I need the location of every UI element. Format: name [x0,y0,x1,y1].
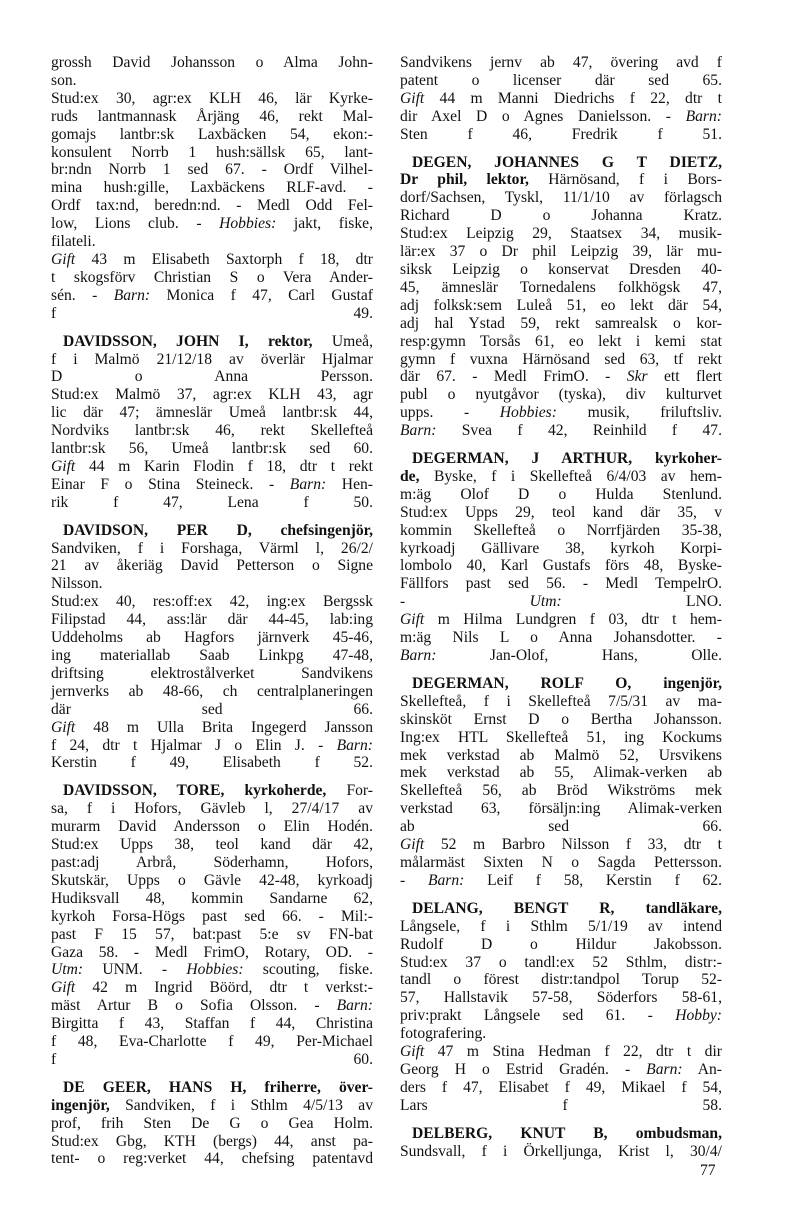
text-line [400,729,722,747]
text-line [51,494,373,512]
text-segment: rik f 47, Lena f 50. [51,493,373,511]
text-line [400,351,722,369]
entry-heading-line [400,450,722,468]
text-segment: Nordviks lantbr:sk 46, rekt Skellefteå [51,422,373,440]
text-segment: 52 m Barbro Nilsson f 33, dtr t [424,836,722,854]
entry-name: DELBERG, KNUT B, ombudsman, [412,1124,722,1142]
text-segment: ing materiallab Saab Linkpg 47-48, [51,647,373,664]
biography-entry [400,675,722,890]
italic-label: Gift [51,979,76,997]
text-line [400,108,722,126]
text-line [400,747,722,765]
text-segment: f 24, dtr t Hjalmar J o Elin J. - [51,736,337,754]
text-line [400,836,722,854]
text-line [400,1079,722,1097]
italic-label: Gift [400,89,425,107]
text-line [51,754,373,772]
text-line [400,647,722,665]
text-line [400,279,722,297]
entry-name: Dr phil, lektor, [400,171,529,189]
text-line [51,54,373,72]
text-segment: jernverks ab 48-66, ch centralplaneringen [51,682,373,700]
text-segment: mina hush:gille, Laxbäckens RLF-avd. - [51,179,373,197]
text-segment: jakt, fiske, [276,215,373,233]
text-line [400,189,722,207]
text-line [51,961,373,979]
text-segment: 48 m Ulla Brita Ingegerd Jansson [75,718,373,736]
text-line [400,207,722,225]
text-line [51,215,373,233]
text-segment: For- [326,782,373,800]
text-segment: Rudolf D o Hildur Jakobsson. [400,935,722,953]
text-segment: son. [51,71,77,89]
text-segment: Skellefteå 56, ab Bröd Wikströms mek [400,782,722,800]
text-line [51,926,373,944]
text-segment: filateli. [51,233,96,251]
entry-name: DE GEER, HANS H, friherre, över- [63,1078,373,1096]
text-line [51,1133,373,1151]
text-line [51,72,373,90]
italic-label: Hobbies: [499,404,557,422]
text-line [400,72,722,90]
text-segment: 43 m Elisabeth Saxtorph f 18, dtr [75,250,373,268]
italic-label: Barn: [113,286,151,304]
text-segment: Jan-Olof, Hans, Olle. [436,647,722,664]
text-segment: Ing:ex HTL Skellefteå 51, ing Kockums [400,728,722,746]
text-segment: 57, Hallstavik 57-58, Söderfors 58-61, [400,989,722,1007]
text-segment: sa, f i Hofors, Gävleb l, 27/4/17 av [51,800,373,818]
italic-label: Barn: [400,422,437,440]
text-segment: Lars f 58. [400,1096,722,1114]
italic-label: Gift [400,836,425,854]
biography-entry [51,782,373,1069]
text-segment: f i Malmö 21/12/18 av överlär Hjalmar [51,350,373,368]
text-line [400,522,722,540]
text-segment: Långsele, f i Sthlm 5/1/19 av intend [400,917,722,935]
text-line [400,629,722,647]
text-line [51,1015,373,1033]
text-line [51,701,373,719]
text-segment: ab sed 66. [400,818,722,836]
text-segment: mek verkstad ab Malmö 52, Ursvikens [400,746,722,764]
text-segment: dorf/Sachsen, Tyskl, 11/1/10 av förlagsch [400,189,722,207]
biography-entry [51,333,373,512]
text-segment: Stud:ex Upps 29, teol kand där 35, v [400,503,722,521]
biography-entry [400,900,722,1115]
entry-heading-line [400,675,722,693]
text-segment: 42 m Ingrid Böörd, dtr t verkst:- [75,979,373,997]
left-column [51,54,373,1178]
text-line [400,1007,722,1025]
text-segment: Hen- [326,475,373,493]
text-line [400,333,722,351]
text-line [51,854,373,872]
text-segment: verkstad 63, försäljn:ing Alimak-verken [400,800,722,818]
text-line [51,251,373,269]
text-segment: lic där 47; ämneslär Umeå lantbr:sk 44, [51,404,373,422]
text-line [400,1097,722,1115]
text-line [51,997,373,1015]
text-line [51,647,373,665]
entry-heading-line [51,1079,373,1097]
text-segment: Stud:ex Gbg, KTH (bergs) 44, anst pa- [51,1132,373,1150]
text-line [400,971,722,989]
text-segment: konsulent Norrb 1 hush:sällsk 65, lant- [51,143,373,161]
entry-heading-line [400,900,722,918]
text-segment: priv:prakt Långsele sed 61. - [400,1007,676,1025]
text-segment: Hudiksvall 48, kommin Sandarne 62, [51,889,373,907]
text-segment: upps. - [400,404,500,422]
text-line [51,1115,373,1133]
text-segment: gymn f vuxna Härnösand sed 63, tf rekt [400,350,722,368]
biography-entry [400,1125,722,1161]
text-line [51,1051,373,1069]
text-line [400,368,722,386]
text-line [400,872,722,890]
text-line [51,305,373,323]
entry-heading-line [400,154,722,172]
text-segment: där sed 66. [51,700,373,718]
text-segment: Nilsson. [51,575,103,593]
text-line [400,126,722,144]
text-segment: Sundsvall, f i Örkelljunga, Krist l, 30/4/ [400,1142,722,1160]
biography-entry [51,54,373,323]
text-segment: där 67. - Medl FrimO. - [400,368,627,386]
text-segment: br:ndn Norrb 1 sed 67. - Ordf Vilhel- [51,161,373,179]
text-line [51,872,373,890]
text-line [400,261,722,279]
text-line [51,979,373,997]
text-line [51,179,373,197]
text-segment: Richard D o Johanna Kratz. [400,207,722,225]
entry-name: ingenjör, [51,1096,110,1114]
text-line [400,989,722,1007]
text-line [51,818,373,836]
text-segment: siksk Leipzig o konservat Dresden 40- [400,260,722,278]
text-line [400,557,722,575]
text-line [400,225,722,243]
text-segment: Stud:ex Leipzig 29, Staatsex 34, musik- [400,225,722,243]
text-segment: An- [682,1060,722,1078]
text-line [51,1097,373,1115]
text-line [400,386,722,404]
text-line [400,171,722,189]
entry-heading-line [400,1125,722,1143]
text-segment: Byske, f i Skellefteå 6/4/03 av hem- [419,467,722,485]
italic-label: Hobbies: [219,215,277,233]
text-segment: past:adj Arbrå, Söderhamn, Hofors, [51,853,373,871]
text-line [51,1033,373,1051]
text-segment: skinsköt Ernst D o Bertha Johansson. [400,710,722,728]
text-line [51,683,373,701]
text-segment: past F 15 57, bat:past 5:e sv FN-bat [51,925,373,943]
text-segment: D o Anna Persson. [51,368,373,386]
entry-name: DEGEN, JOHANNES G T DIETZ, [412,153,722,171]
text-line [400,693,722,711]
text-segment: 45, ämneslär Tornedalens folkhögsk 47, [400,278,722,296]
italic-label: Barn: [646,1060,683,1078]
text-line [51,404,373,422]
text-line [400,611,722,629]
text-line [51,593,373,611]
text-segment: 21 av åkeriäg David Petterson o Signe [51,557,373,575]
text-segment: Stud:ex 30, agr:ex KLH 46, lär Kyrke- [51,89,373,107]
text-segment: patent o licenser där sed 65. [400,71,722,89]
text-line [400,936,722,954]
text-segment: Ordf tax:nd, beredn:nd. - Medl Odd Fel- [51,197,373,215]
text-segment: adj folksk:sem Luleå 51, eo lekt där 54, [400,296,722,314]
text-line [51,611,373,629]
text-line [51,719,373,737]
text-segment: Monica f 47, Carl Gustaf [150,286,373,304]
text-segment: Härnösand, f i Bors- [528,171,722,189]
text-line [400,800,722,818]
text-segment: kyrkoadj Gällivare 38, kyrkoh Korpi- [400,539,722,557]
text-segment: Sandviken, f i Sthlm 4/5/13 av [109,1096,373,1114]
page-number: 77 [700,1162,716,1179]
text-segment: dir Axel D o Agnes Danielsson. - [400,107,686,125]
italic-label: Barn: [336,736,373,754]
text-segment: Leif f 58, Kerstin f 62. [464,871,723,889]
text-line [400,782,722,800]
text-segment: Sten f 46, Fredrik f 51. [400,125,722,143]
entry-heading-line [51,782,373,800]
text-line [51,386,373,404]
text-line [400,854,722,872]
text-line [51,108,373,126]
text-line [400,54,722,72]
italic-label: Gift [51,250,76,268]
text-line [51,269,373,287]
text-segment: Gaza 58. - Medl FrimO, Rotary, OD. - [51,943,373,961]
text-line [400,954,722,972]
text-segment: tent- o reg:verket 44, chefsing patentavd [51,1150,373,1168]
text-segment: low, Lions club. - [51,215,220,233]
italic-label: Barn: [427,871,465,889]
text-segment: driftsing elektrostålverket Sandvikens [51,664,373,682]
text-segment: m Hilma Lundgren f 03, dtr t hem- [424,611,722,629]
text-line [51,800,373,818]
text-line [400,764,722,782]
text-line [51,351,373,369]
text-segment: sén. - [51,286,114,304]
italic-label: Barn: [685,107,722,125]
text-line [51,144,373,162]
text-segment: scouting, fiske. [243,961,373,979]
text-segment: m:äg Nils L o Anna Johansdotter. - [400,629,722,647]
text-line [51,440,373,458]
text-segment: Umeå, [312,332,374,350]
text-segment: UNM. - [83,961,187,979]
text-segment: adj hal Ystad 59, rekt samrealsk o kor- [400,314,722,332]
text-line [400,297,722,315]
text-line [400,711,722,729]
text-line [400,422,722,440]
italic-label: Hobby: [675,1007,722,1025]
right-column [400,54,722,1170]
text-segment: musik, friluftsliv. [556,404,722,422]
text-segment: f 48, Eva-Charlotte f 49, Per-Michael [51,1033,373,1051]
text-segment: Einar F o Stina Steineck. - [51,475,290,493]
text-segment: 44 m Karin Flodin f 18, dtr t rekt [75,457,373,475]
text-line [51,458,373,476]
text-segment: Birgitta f 43, Staffan f 44, Christina [51,1015,373,1033]
text-segment: Sandviken, f i Forshaga, Värml l, 26/2/ [51,539,373,557]
text-segment: - [400,593,530,611]
text-segment: publ o nyutgåvor (tyska), div kulturvet [400,386,722,404]
text-segment: ett flert [647,368,722,386]
text-segment: f 49. [51,304,373,322]
text-line [400,486,722,504]
text-line [51,90,373,108]
text-line [51,476,373,494]
text-line [400,404,722,422]
biography-entry [400,154,722,441]
entry-name: DELANG, BENGT R, tandläkare, [412,899,722,917]
text-line [400,90,722,108]
text-segment: Skellefteå, f i Skellefteå 7/5/31 av ma- [400,692,722,710]
text-line [400,1061,722,1079]
biography-entry [51,1079,373,1169]
text-segment: grossh David Johansson o Alma John- [51,54,373,71]
text-segment: Stud:ex Malmö 37, agr:ex KLH 43, agr [51,386,373,404]
text-segment: Kerstin f 49, Elisabeth f 52. [51,754,373,772]
entry-name: DEGERMAN, ROLF O, ingenjör, [412,674,722,692]
text-segment: 44 m Manni Diedrichs f 22, dtr t [424,89,722,107]
text-segment: Filipstad 44, ass:lär där 44-45, lab:ing [51,611,373,629]
biography-entry [400,54,722,144]
text-segment: gomajs lantbr:sk Laxbäcken 54, ekon:- [51,125,373,143]
text-segment: Georg H o Estrid Gradén. - [400,1060,647,1078]
text-segment: Stud:ex Upps 38, teol kand där 42, [51,836,373,854]
text-segment: prof, frih Sten De G o Gea Holm. [51,1114,373,1132]
text-segment: t skogsförv Christian S o Vera Ander- [51,268,373,286]
text-segment: Fällfors past sed 56. - Medl TempelrO. [400,575,722,593]
text-line [400,540,722,558]
text-segment: m:äg Olof D o Hulda Stenlund. [400,485,722,503]
text-segment: målarmäst Sixten N o Sagda Pettersson. [400,853,722,871]
text-line [400,593,722,611]
text-line [51,197,373,215]
italic-label: Skr [626,368,648,386]
text-line [400,243,722,261]
italic-label: Gift [51,718,76,736]
text-line [51,908,373,926]
text-segment: LNO. [561,593,722,611]
text-line [51,368,373,386]
text-line [400,575,722,593]
biography-entry [400,450,722,665]
text-segment: lär:ex 37 o Dr phil Leipzig 39, lär mu- [400,243,722,261]
text-line [51,575,373,593]
entry-name: DEGERMAN, J ARTHUR, kyrkoher- [412,450,722,468]
text-line [400,1043,722,1061]
italic-label: Utm: [529,593,562,611]
entry-name: DAVIDSSON, TORE, kyrkoherde, [63,782,327,800]
text-line [51,287,373,305]
italic-label: Utm: [51,961,84,979]
text-segment: - [400,871,428,889]
text-segment: lombolo 40, Karl Gustafs förs 48, Byske- [400,557,722,575]
text-segment: Sandvikens jernv ab 47, övering avd f [400,54,722,71]
text-segment: ruds lantmannask Årjäng 46, rekt Mal- [51,107,373,125]
entry-heading-line [51,522,373,540]
text-line [51,557,373,575]
text-segment: f 60. [51,1050,373,1068]
text-line [51,890,373,908]
text-line [400,315,722,333]
text-segment: kommin Skellefteå o Norrfjärden 35-38, [400,521,722,539]
entry-name: DAVIDSON, PER D, chefsingenjör, [63,521,373,539]
text-segment: Skutskär, Upps o Gävle 42-48, kyrkoadj [51,871,373,889]
text-segment: Uddeholms ab Hagfors järnverk 45-46, [51,629,373,647]
text-line [51,422,373,440]
text-segment: tandl o förest distr:tandpol Torup 52- [400,971,722,989]
entry-name: de, [400,467,420,485]
text-segment: 47 m Stina Hedman f 22, dtr t dir [424,1043,722,1061]
text-line [51,540,373,558]
italic-label: Barn: [400,647,437,664]
text-line [51,665,373,683]
text-segment: mek verkstad ab 55, Alimak-verken ab [400,764,722,782]
text-segment: Svea f 42, Reinhild f 47. [436,422,722,440]
text-line [400,818,722,836]
text-segment: resp:gymn Torsås 61, eo lekt i kemi stat [400,332,722,350]
text-line [51,233,373,251]
biography-entry [51,522,373,773]
text-segment: ders f 47, Elisabet f 49, Mikael f 54, [400,1078,722,1096]
entry-name: DAVIDSSON, JOHN I, rektor, [63,332,313,350]
entry-heading-line [51,333,373,351]
italic-label: Barn: [289,475,327,493]
text-line [400,918,722,936]
text-segment: kyrkoh Forsa-Högs past sed 66. - Mil:- [51,907,373,925]
text-line [51,836,373,854]
text-segment: fotografering. [400,1025,487,1043]
text-line [400,1025,722,1043]
text-line [51,944,373,962]
text-line [51,126,373,144]
text-segment: Stud:ex 40, res:off:ex 42, ing:ex Bergssk [51,593,373,611]
italic-label: Gift [400,1043,425,1061]
italic-label: Barn: [336,997,373,1015]
text-line [400,468,722,486]
text-segment: Stud:ex 37 o tandl:ex 52 Sthlm, distr:- [400,953,722,971]
text-segment: lantbr:sk 56, Umeå lantbr:sk sed 60. [51,440,373,458]
text-segment: murarm David Andersson o Elin Hodén. [51,818,373,836]
italic-label: Gift [51,457,76,475]
text-line [400,1143,722,1161]
text-line [51,1150,373,1168]
text-line [400,504,722,522]
text-line [51,737,373,755]
text-line [51,629,373,647]
text-line [51,161,373,179]
italic-label: Hobbies: [186,961,244,979]
italic-label: Gift [400,611,425,629]
text-segment: mäst Artur B o Sofia Olsson. - [51,997,337,1015]
